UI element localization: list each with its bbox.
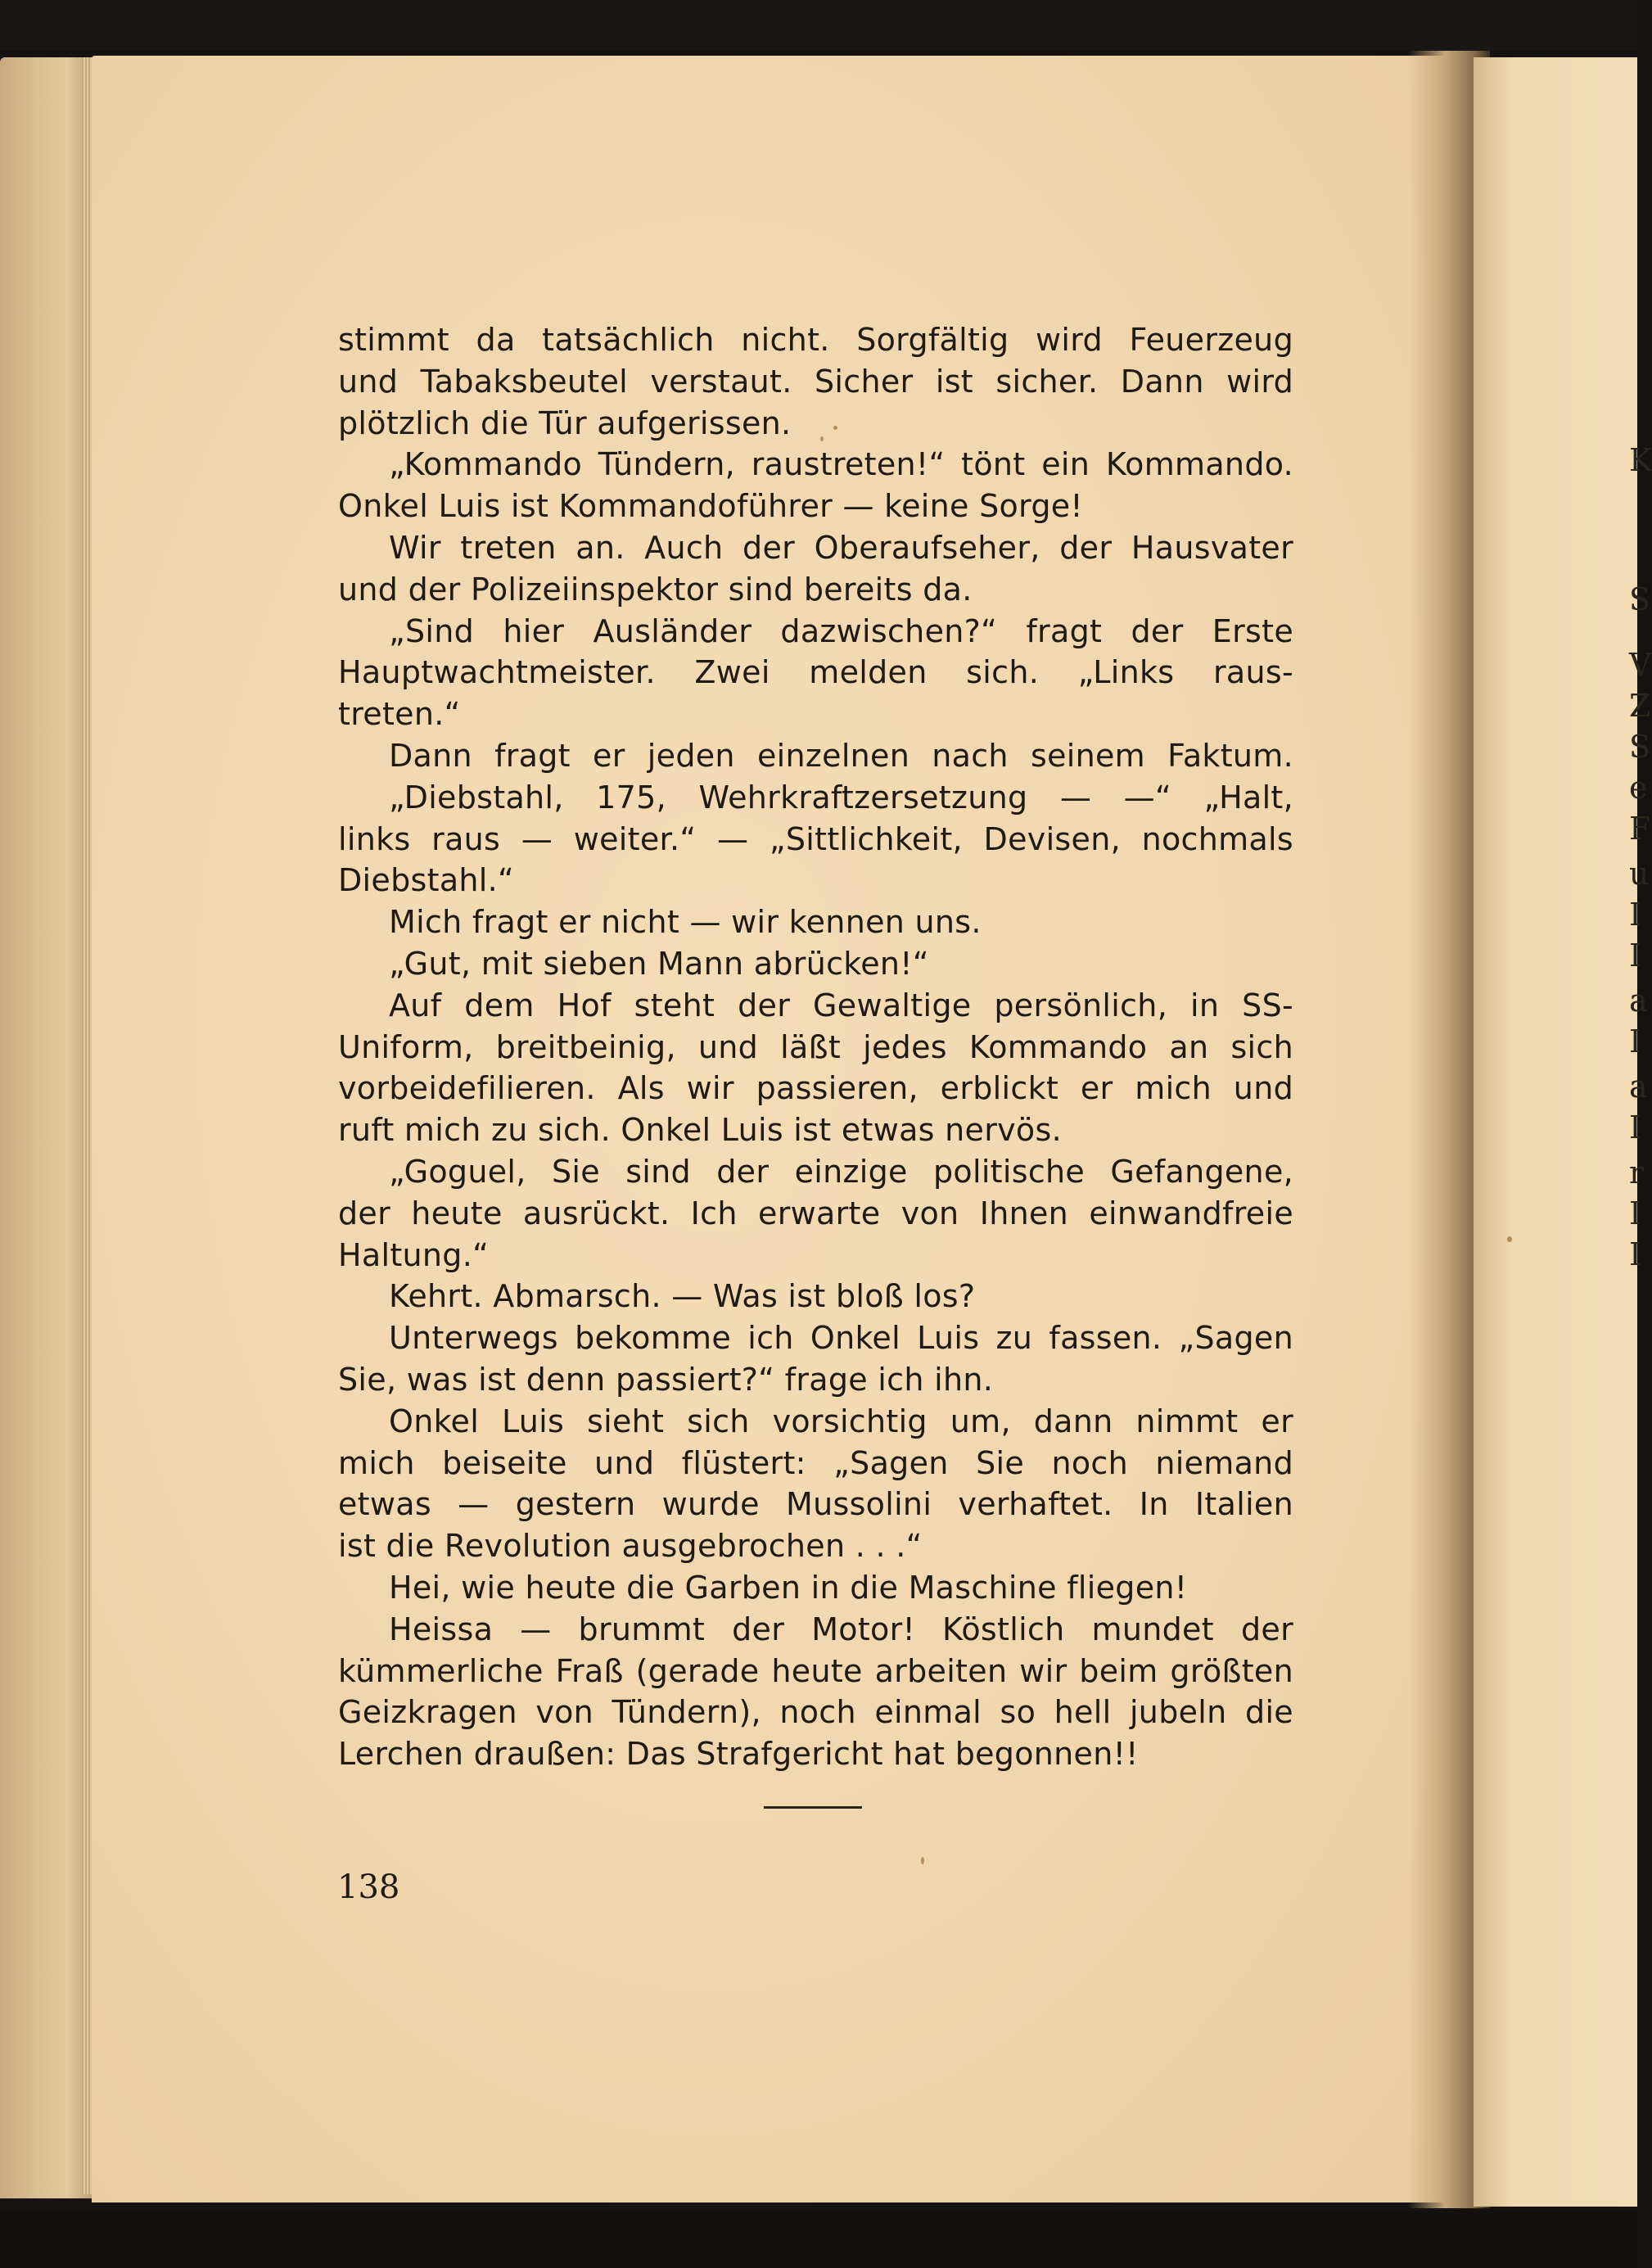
facing-page-letter: r bbox=[1629, 1154, 1645, 1190]
text-line: Uniform, breitbeinig, und läßt jedes Kommando an sich bbox=[338, 1028, 1293, 1065]
facing-page-letter: a bbox=[1629, 1068, 1648, 1105]
text-line: ruft mich zu sich. Onkel Luis ist etwas nervös. bbox=[338, 1112, 1062, 1149]
text-line: und der Polizeiinspektor sind bereits da. bbox=[338, 571, 973, 608]
text-line: der heute ausrückt. Ich erwarte von Ihnen einwandfreie bbox=[338, 1195, 1293, 1231]
facing-page-letter: I bbox=[1629, 937, 1642, 974]
text-line: Diebstahl.“ bbox=[338, 862, 515, 899]
paper-speck bbox=[820, 436, 824, 441]
text-line: Unterwegs bekomme ich Onkel Luis zu fassen. „Sagen bbox=[389, 1320, 1293, 1357]
facing-page-letter: S bbox=[1629, 729, 1651, 765]
scan-bottom-border bbox=[0, 2211, 1637, 2268]
facing-page-letter: I bbox=[1629, 1109, 1642, 1145]
text-line: stimmt da tatsächlich nicht. Sorgfältig wird Feuerzeug bbox=[338, 322, 1293, 358]
text-line: etwas — gestern wurde Mussolini verhaftet. In Italien bbox=[338, 1486, 1293, 1523]
text-line: Onkel Luis ist Kommandoführer — keine Sorge! bbox=[338, 488, 1083, 525]
facing-page-letter: I bbox=[1629, 1236, 1642, 1272]
facing-page-letter: F bbox=[1629, 811, 1651, 847]
text-line: ist die Revolution ausgebrochen . . .“ bbox=[338, 1528, 923, 1565]
text-line: „Goguel, Sie sind der einzige politische Gefangene, bbox=[389, 1153, 1293, 1190]
paper-speck bbox=[833, 426, 837, 430]
text-line: Geizkragen von Tündern), noch einmal so hell jubeln die bbox=[338, 1694, 1293, 1731]
facing-page-letter: V bbox=[1629, 647, 1652, 683]
text-line: Lerchen draußen: Das Strafgericht hat begonnen!! bbox=[338, 1736, 1139, 1773]
text-line: Onkel Luis sieht sich vorsichtig um, dann nimmt er bbox=[389, 1403, 1293, 1439]
text-line: und Tabaksbeutel verstaut. Sicher ist sicher. Dann wird bbox=[338, 363, 1293, 400]
text-line: „Diebstahl, 175, Wehrkraftzersetzung — —“ „Halt, bbox=[389, 779, 1293, 815]
paper-speck bbox=[1507, 1236, 1512, 1242]
section-end-rule bbox=[764, 1806, 862, 1809]
text-line: Dann fragt er jeden einzelnen nach seinem Faktum. bbox=[389, 737, 1293, 774]
text-line: Kehrt. Abmarsch. — Was ist bloß los? bbox=[389, 1278, 976, 1315]
text-line: plötzlich die Tür aufgerissen. bbox=[338, 404, 792, 441]
facing-page-letter: S bbox=[1629, 581, 1651, 617]
paper-speck bbox=[921, 1857, 924, 1864]
facing-page-letter: I bbox=[1629, 1023, 1642, 1059]
text-line: Heissa — brummt der Motor! Köstlich mundet der bbox=[389, 1611, 1293, 1647]
text-line: „Sind hier Ausländer dazwischen?“ fragt der Erste bbox=[389, 612, 1293, 649]
page-number: 138 bbox=[337, 1868, 400, 1906]
text-line: mich beiseite und flüstert: „Sagen Sie noch niemand bbox=[338, 1444, 1293, 1481]
text-line: vorbeidefilieren. Als wir passieren, erblickt er mich und bbox=[338, 1070, 1293, 1107]
text-line: Wir treten an. Auch der Oberaufseher, der Hausvater bbox=[389, 529, 1293, 566]
facing-page-letter: u bbox=[1629, 856, 1650, 892]
text-line: „Kommando Tündern, raustreten!“ tönt ein Kommando. bbox=[389, 446, 1293, 483]
facing-page-letter: Z bbox=[1629, 688, 1651, 724]
text-line: Auf dem Hof steht der Gewaltige persönlich, in SS- bbox=[389, 987, 1293, 1023]
facing-page-letter: I bbox=[1629, 1195, 1642, 1231]
facing-page-letter: a bbox=[1629, 983, 1648, 1019]
text-line: Haltung.“ bbox=[338, 1236, 490, 1273]
text-line: links raus — weiter.“ — „Sittlichkeit, Devisen, nochmals bbox=[338, 820, 1293, 857]
text-line: „Gut, mit sieben Mann abrücken!“ bbox=[389, 945, 929, 982]
facing-page bbox=[1474, 57, 1652, 2207]
facing-page-letter: I bbox=[1629, 897, 1642, 933]
text-line: Hauptwachtmeister. Zwei melden sich. „Links raus- bbox=[338, 654, 1293, 691]
facing-page-letter: e bbox=[1629, 770, 1648, 806]
text-line: Mich fragt er nicht — wir kennen uns. bbox=[389, 904, 982, 941]
text-line: Hei, wie heute die Garben in die Maschine fliegen! bbox=[389, 1569, 1188, 1606]
text-line: treten.“ bbox=[338, 696, 461, 733]
scan-top-border bbox=[0, 0, 1637, 51]
text-line: kümmerliche Fraß (gerade heute arbeiten wir beim größten bbox=[338, 1652, 1293, 1689]
page-body-text bbox=[338, 319, 1293, 1775]
facing-page-letter: K bbox=[1629, 442, 1652, 478]
text-line: Sie, was ist denn passiert?“ frage ich ihn. bbox=[338, 1361, 994, 1398]
